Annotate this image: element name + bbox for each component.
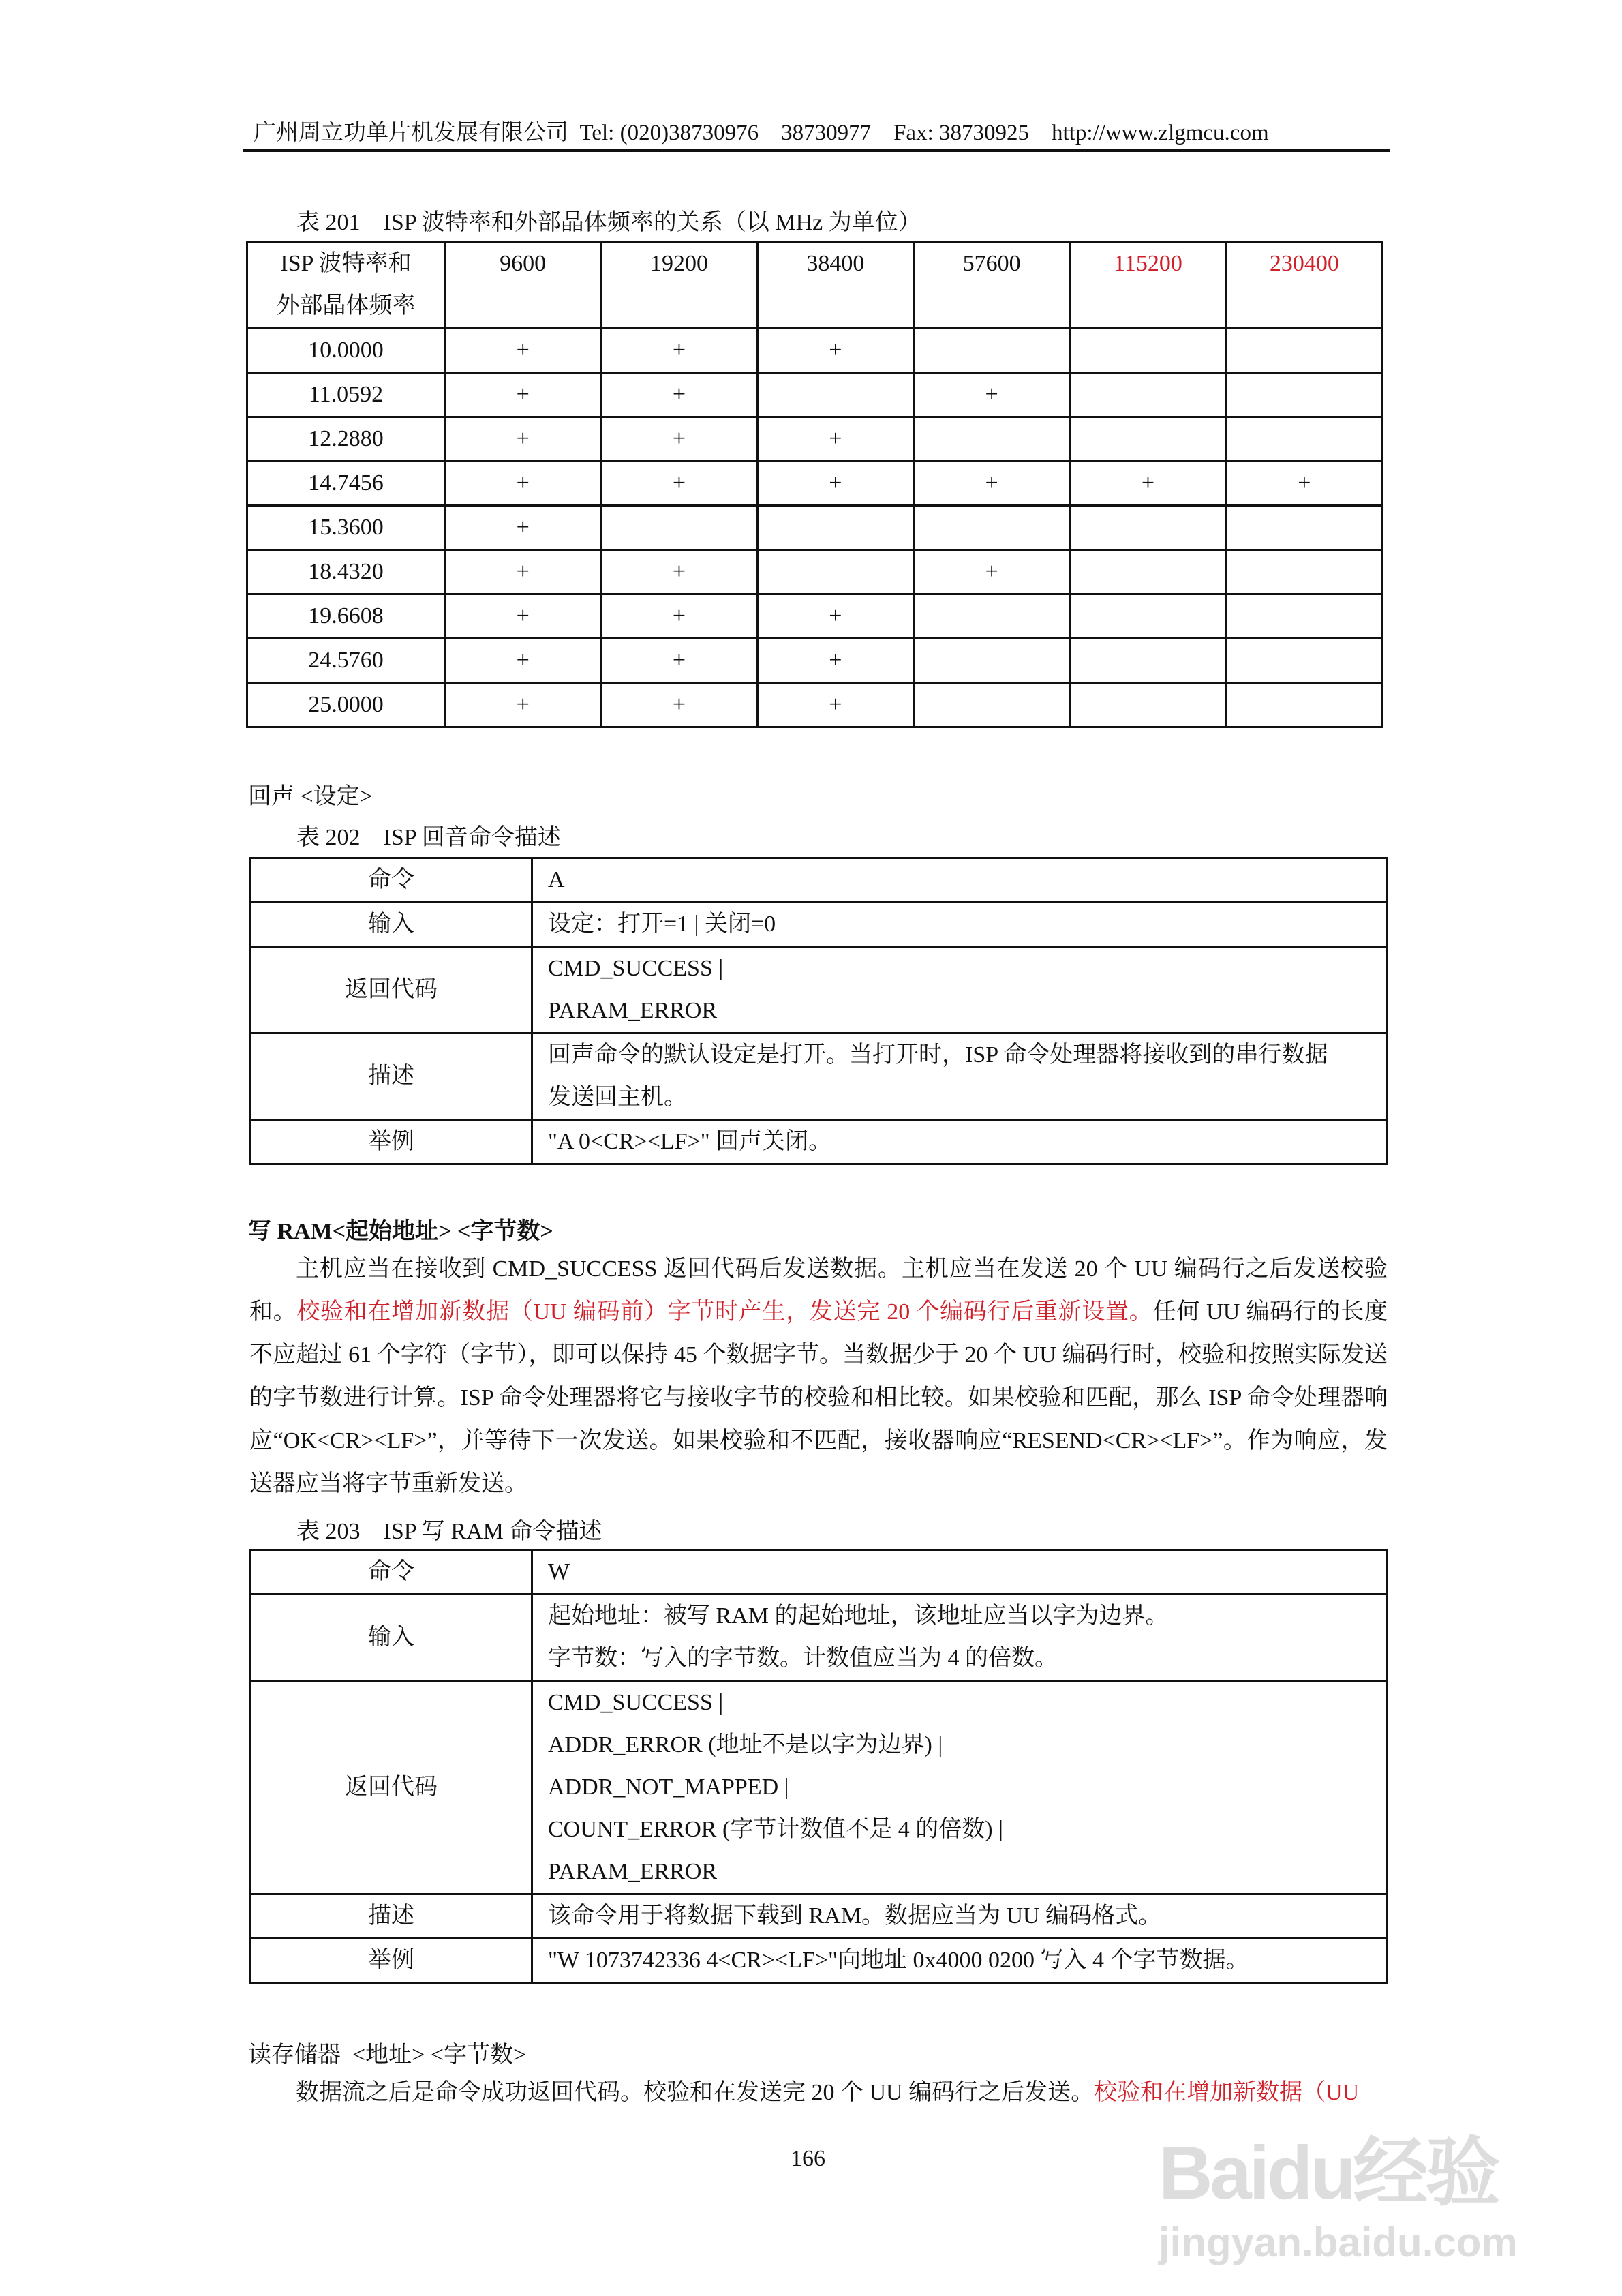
support-mark: + (913, 462, 1069, 506)
table-203-caption: 表 203 ISP 写 RAM 命令描述 (296, 1519, 602, 1544)
text: 主机应当在接收到 CMD_SUCCESS 返回代码后发送数据。主机应当在发送 20 个 UU 编码行之后发送校验和。 (249, 1256, 1388, 1325)
support-mark (1226, 417, 1382, 462)
table-row (247, 462, 1383, 506)
table-201-caption: 表 201 ISP 波特率和外部晶体频率的关系（以 MHz 为单位） (296, 210, 921, 235)
cell-value: W (532, 1550, 1387, 1595)
support-mark (913, 417, 1069, 462)
support-mark: + (601, 417, 757, 462)
support-mark: + (445, 373, 601, 417)
frequency-cell: 24.5760 (247, 639, 445, 683)
table-row (247, 506, 1383, 550)
cell-value (532, 1681, 1387, 1894)
line: 字节数：写入的字节数。计数值应当为 4 的倍数。 (548, 1646, 1058, 1671)
support-mark (1070, 550, 1226, 594)
text: 任何 UU 编码行的长度不应超过 61 个字符（字节），即可以保持 45 个数据字节。当数据少于 20 个 UU 编码行时，校验和按照实际发送的字节数进行计算。ISP 命令处理器将它与接收字节的校验和相比较。如果校验和匹配，那么 ISP 命令处理器响应“OK<CR><LF>”，并等待下一次发送。如果校验和不匹配，接收器响应“RESEND<CR><LF>”。作为响应，发送器应当将字节重新发送。 (249, 1299, 1388, 1496)
line: CMD_SUCCESS | (548, 1690, 724, 1715)
support-mark: + (757, 594, 913, 639)
table-row (251, 1595, 1387, 1681)
page-number: 166 (791, 2146, 825, 2171)
cell-key: 命令 (251, 1550, 532, 1595)
table-202-caption: 表 202 ISP 回音命令描述 (296, 825, 561, 850)
line: PARAM_ERROR (548, 998, 718, 1023)
column-header: 19200 (601, 242, 757, 329)
support-mark (1226, 373, 1382, 417)
support-mark: + (445, 329, 601, 373)
corner-cell (247, 242, 445, 329)
support-mark: + (601, 594, 757, 639)
corner-label: ISP 波特率和 (280, 251, 412, 276)
support-mark: + (445, 683, 601, 727)
write-ram-paragraph (249, 1248, 1388, 1505)
corner-label: 外部晶体频率 (276, 293, 416, 318)
table-row (251, 1939, 1387, 1983)
table-row (251, 947, 1387, 1033)
table-row (251, 903, 1387, 947)
table-row (247, 550, 1383, 594)
support-mark: + (1226, 462, 1382, 506)
support-mark: + (445, 639, 601, 683)
cell-key: 举例 (251, 1939, 532, 1983)
cell-value: 设定：打开=1 | 关闭=0 (532, 903, 1387, 947)
baidu-watermark (1159, 2130, 1567, 2294)
support-mark (1070, 329, 1226, 373)
cell-value: "A 0<CR><LF>" 回声关闭。 (532, 1120, 1387, 1164)
support-mark: + (913, 550, 1069, 594)
support-mark (601, 506, 757, 550)
support-mark (757, 373, 913, 417)
cell-value (532, 947, 1387, 1033)
support-mark (1070, 417, 1226, 462)
read-memory-paragraph (249, 2071, 1388, 2114)
table-header-row (247, 242, 1383, 329)
line: PARAM_ERROR (548, 1859, 718, 1884)
highlighted-text: 校验和在增加新数据（UU (1094, 2080, 1360, 2105)
support-mark (1070, 639, 1226, 683)
frequency-cell: 14.7456 (247, 462, 445, 506)
read-memory-heading: 读存储器 <地址> <字节数> (248, 2042, 527, 2068)
support-mark: + (445, 462, 601, 506)
table-row (247, 639, 1383, 683)
support-mark: + (445, 417, 601, 462)
watermark-url: jingyan.baidu.com (1159, 2220, 1518, 2265)
cell-value: A (532, 858, 1387, 903)
header-rule (243, 149, 1390, 152)
frequency-cell: 18.4320 (247, 550, 445, 594)
cell-key: 举例 (251, 1120, 532, 1164)
support-mark (913, 506, 1069, 550)
table-row (251, 1033, 1387, 1120)
line: 起始地址：被写 RAM 的起始地址，该地址应当以字为边界。 (548, 1603, 1169, 1629)
cell-key: 返回代码 (251, 1681, 532, 1894)
write-ram-heading: 写 RAM<起始地址> <字节数> (248, 1219, 553, 1244)
support-mark: + (601, 639, 757, 683)
support-mark (1226, 639, 1382, 683)
cell-key: 返回代码 (251, 947, 532, 1033)
frequency-cell: 10.0000 (247, 329, 445, 373)
support-mark (1070, 506, 1226, 550)
cell-key: 描述 (251, 1033, 532, 1120)
table-row (251, 1120, 1387, 1164)
page-header: 广州周立功单片机发展有限公司 Tel: (020)38730976 38730977 Fax: 38730925 http://www.zlgmcu.com (254, 121, 1269, 145)
table-row (251, 1681, 1387, 1894)
support-mark (913, 639, 1069, 683)
echo-heading: 回声 <设定> (248, 784, 373, 809)
cell-key: 输入 (251, 903, 532, 947)
support-mark (757, 550, 913, 594)
support-mark: + (601, 683, 757, 727)
support-mark: + (757, 683, 913, 727)
support-mark: + (601, 373, 757, 417)
table-row (251, 1550, 1387, 1595)
support-mark: + (757, 417, 913, 462)
support-mark (1226, 594, 1382, 639)
support-mark (1226, 506, 1382, 550)
write-ram-command-table (249, 1549, 1388, 1984)
support-mark (1226, 550, 1382, 594)
table-row (247, 683, 1383, 727)
support-mark (757, 506, 913, 550)
support-mark: + (601, 462, 757, 506)
frequency-cell: 19.6608 (247, 594, 445, 639)
support-mark (1226, 329, 1382, 373)
table-row (247, 417, 1383, 462)
column-header: 38400 (757, 242, 913, 329)
column-header: 9600 (445, 242, 601, 329)
support-mark: + (445, 506, 601, 550)
support-mark (1070, 594, 1226, 639)
frequency-cell: 11.0592 (247, 373, 445, 417)
support-mark (1070, 373, 1226, 417)
support-mark (913, 594, 1069, 639)
table-row (247, 594, 1383, 639)
watermark-logo: Baidu经验 (1159, 2131, 1498, 2215)
support-mark: + (601, 550, 757, 594)
support-mark (1070, 683, 1226, 727)
cell-value: "W 1073742336 4<CR><LF>"向地址 0x4000 0200 写入 4 个字节数据。 (532, 1939, 1387, 1983)
highlighted-text: 校验和在增加新数据（UU 编码前）字节时产生，发送完 20 个编码行后重新设置。 (296, 1299, 1153, 1325)
column-header: 230400 (1226, 242, 1382, 329)
table-row (251, 1894, 1387, 1939)
cell-value (532, 1595, 1387, 1681)
support-mark: + (445, 550, 601, 594)
line: COUNT_ERROR (字节计数值不是 4 的倍数) | (548, 1817, 1003, 1842)
support-mark (913, 683, 1069, 727)
column-header: 57600 (913, 242, 1069, 329)
support-mark (1226, 683, 1382, 727)
text: 数据流之后是命令成功返回代码。校验和在发送完 20 个 UU 编码行之后发送。 (296, 2080, 1095, 2105)
frequency-cell: 15.3600 (247, 506, 445, 550)
frequency-cell: 12.2880 (247, 417, 445, 462)
table-row (247, 329, 1383, 373)
support-mark: + (757, 329, 913, 373)
cell-key: 命令 (251, 858, 532, 903)
support-mark: + (913, 373, 1069, 417)
support-mark: + (757, 639, 913, 683)
line: ADDR_NOT_MAPPED | (548, 1774, 789, 1800)
support-mark: + (601, 329, 757, 373)
echo-command-table (249, 857, 1388, 1165)
line: 回声命令的默认设定是打开。当打开时，ISP 命令处理器将接收到的串行数据 (548, 1042, 1328, 1068)
baud-rate-table (246, 241, 1383, 728)
line: CMD_SUCCESS | (548, 956, 724, 981)
table-row (251, 858, 1387, 903)
cell-key: 输入 (251, 1595, 532, 1681)
line: ADDR_ERROR (地址不是以字为边界) | (548, 1732, 943, 1757)
support-mark: + (757, 462, 913, 506)
frequency-cell: 25.0000 (247, 683, 445, 727)
column-header: 115200 (1070, 242, 1226, 329)
line: 发送回主机。 (548, 1085, 687, 1110)
cell-key: 描述 (251, 1894, 532, 1939)
support-mark (913, 329, 1069, 373)
support-mark: + (1070, 462, 1226, 506)
support-mark: + (445, 594, 601, 639)
cell-value (532, 1033, 1387, 1120)
table-row (247, 373, 1383, 417)
cell-value: 该命令用于将数据下载到 RAM。数据应当为 UU 编码格式。 (532, 1894, 1387, 1939)
